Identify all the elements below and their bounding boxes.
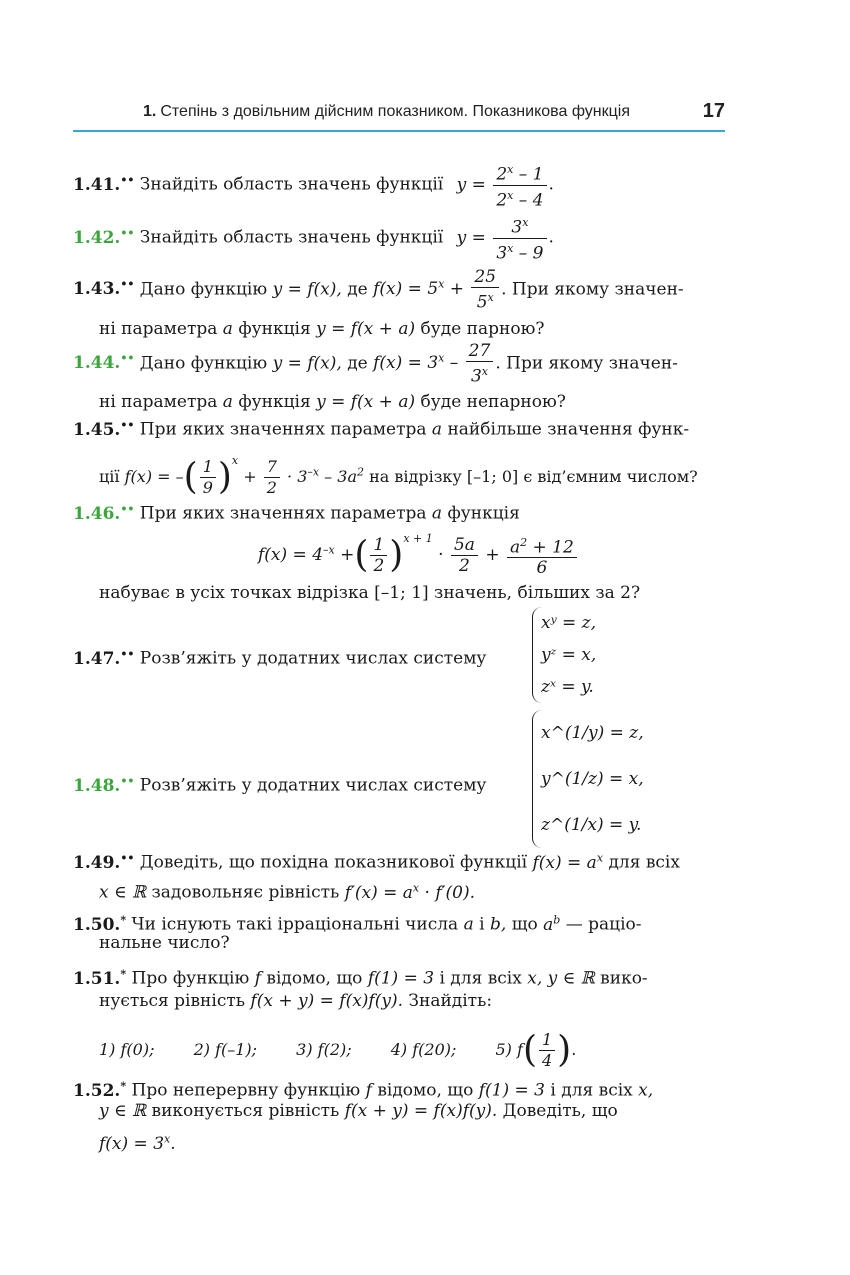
exercise-1-51: 1.51.* Про функцію f відомо, що f(1) = 3 і для всіх x, y ∈ ℝ вико- xyxy=(73,967,648,989)
exercise-1-45: 1.45.•• При яких значеннях параметра a найбільше значення функ- xyxy=(73,418,690,440)
exercise-1-42: 1.42.•• Знайдіть область значень функції y = $\frac{3^x}{3^x - 9}$ . xyxy=(73,213,725,263)
fraction: $\frac{3^x}{3^x - 9}$ xyxy=(493,213,546,263)
exercise-1-52-line2: y ∈ ℝ виконується рівність f(x + y) = f(x)f(y). Доведіть, що xyxy=(99,1101,618,1121)
page-number: 17 xyxy=(702,100,725,122)
exercise-1-45-line2: ції f(x) = –( $\frac{1}{9}$ )$^x$ + $\frac{7}{2}$ · $3^{-x} - 3a^2$ на відрізку [–1; 0] є від’ємним числом? xyxy=(99,454,698,498)
exercise-1-46: 1.46.•• При яких значеннях параметра a функція xyxy=(73,502,520,524)
exercise-1-52: 1.52.* Про неперервну функцію f відомо, що f(1) = 3 і для всіх x, xyxy=(73,1079,654,1101)
exercise-1-44: 1.44.•• Дано функцію y = f(x), де $f(x) = 3^x$ – $\frac{27}{3^x}$ . При якому значен- xyxy=(73,341,678,387)
exercise-1-41: 1.41.•• Знайдіть область значень функції y = $\frac{2^x - 1}{2^x - 4}$ . xyxy=(73,160,725,210)
exercise-1-49-line2: x ∈ ℝ задовольняє рівність $f'(x) = a^x \cdot f'(0)$. xyxy=(99,881,475,903)
exercise-1-51-items: 1) f(0); 2) f(–1); 3) f(2); 4) f(20); 5) f( $\frac{1}{4}$ ). xyxy=(99,1029,577,1071)
exercise-1-46-formula: $f(x) = 4^{-x}$ +( $\frac{1}{2}$ )$^{x + 1}$ · $\frac{5a}{2}$ + $\frac{a^2 + 12}{6}$ xyxy=(258,528,578,578)
chapter-title: 1. Степінь з довільним дійсним показником. Показникова функція xyxy=(143,103,631,120)
exercise-1-48: 1.48.•• Розв’яжіть у додатних числах систему xyxy=(73,774,487,796)
exercise-1-49: 1.49.•• Доведіть, що похідна показникової функції $f(x) = a^x$ для всіх xyxy=(73,851,680,873)
fraction: $\frac{2^x - 1}{2^x - 4}$ xyxy=(493,160,546,210)
exercise-1-46-line3: набуває в усіх точках відрізка [–1; 1] значень, більших за 2? xyxy=(99,583,641,603)
system-1-47: xʸ = z, yᶻ = x, zˣ = y. xyxy=(532,607,596,703)
exercise-1-50-line2: нальне число? xyxy=(99,933,230,953)
exercise-1-51-line2: нується рівність f(x + y) = f(x)f(y). Знайдіть: xyxy=(99,991,493,1011)
exercise-1-43-line2: ні параметра a функція y = f(x + a) буде парною? xyxy=(99,319,545,339)
system-1-48: x^(1/y) = z, y^(1/z) = x, z^(1/x) = y. xyxy=(532,710,644,848)
exercise-1-44-line2: ні параметра a функція y = f(x + a) буде непарною? xyxy=(99,392,566,412)
exercise-1-50: 1.50.* Чи існують такі ірраціональні числа a і b, що $a^b$ — раціо- xyxy=(73,913,642,935)
exercise-1-43: 1.43.•• Дано функцію y = f(x), де $f(x) = 5^x$ + $\frac{25}{5^x}$ . При якому значен- xyxy=(73,267,684,313)
exercise-1-47: 1.47.•• Розв’яжіть у додатних числах систему xyxy=(73,647,487,669)
exercise-1-52-line3: $f(x) = 3^x$. xyxy=(99,1132,176,1154)
page-header xyxy=(73,100,725,132)
